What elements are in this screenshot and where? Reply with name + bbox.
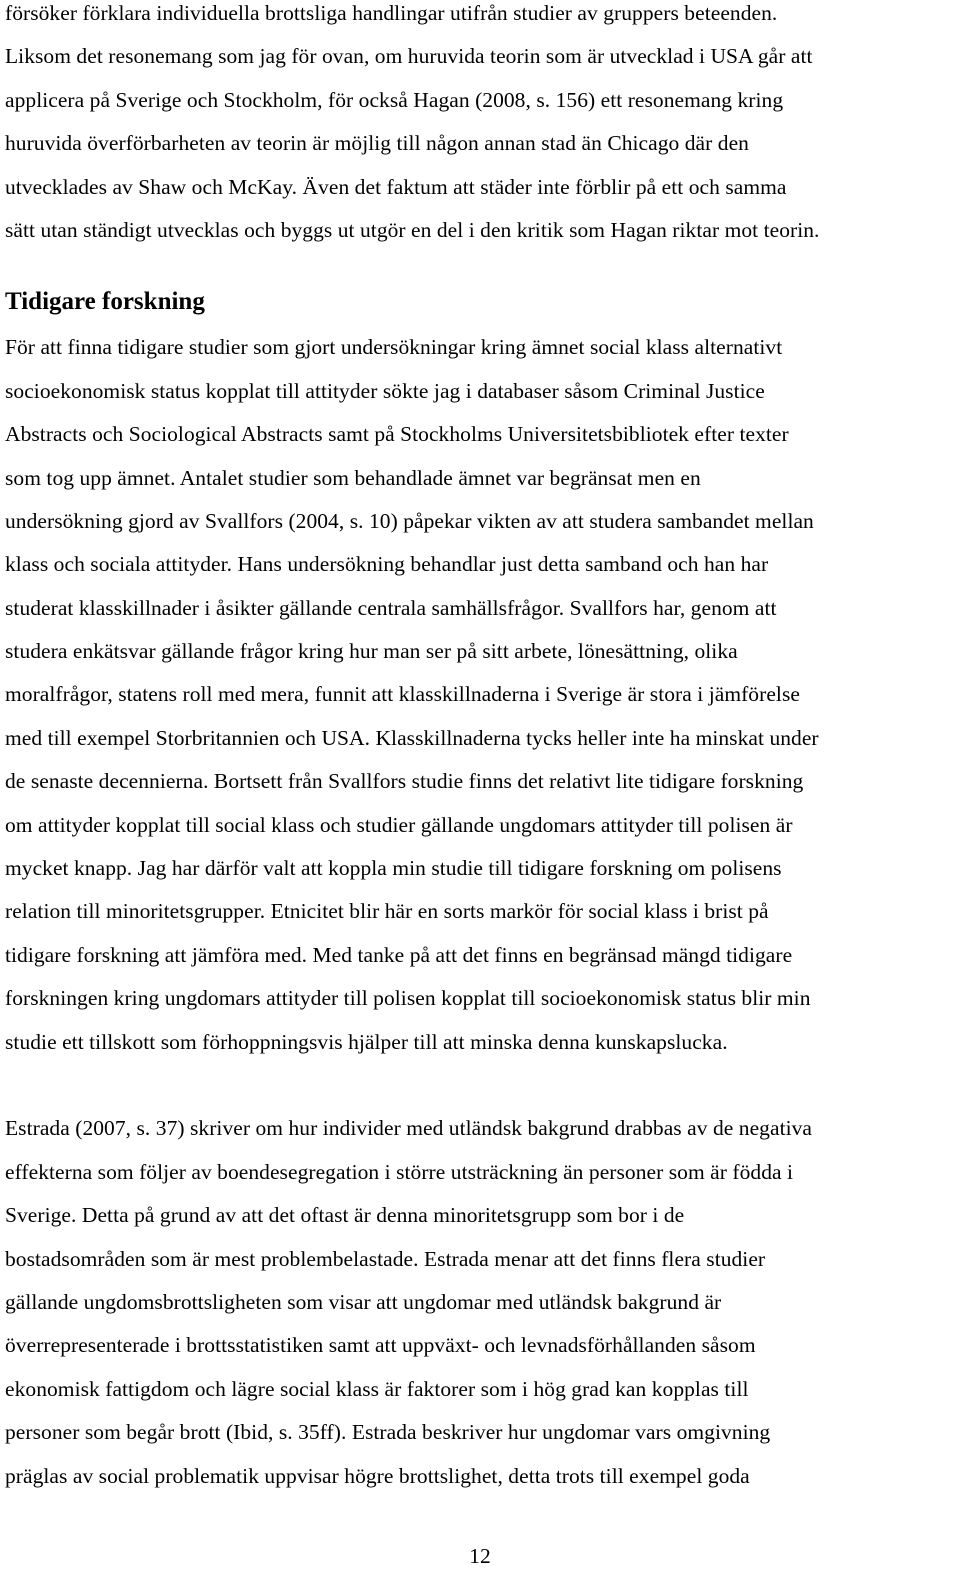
text-line: personer som begår brott (Ibid, s. 35ff). Estrada beskriver hur ungdomar vars omgivning bbox=[5, 1420, 771, 1445]
text-line: präglas av social problematik uppvisar högre brottslighet, detta trots till exempel goda bbox=[5, 1463, 750, 1488]
text-line: om attityder kopplat till social klass och studier gällande ungdomars attityder till polisen är bbox=[5, 812, 793, 837]
text-line: socioekonomisk status kopplat till attityder sökte jag i databaser såsom Criminal Justice bbox=[5, 378, 765, 403]
text-line: överrepresenterade i brottsstatistiken samt att uppväxt- och levnadsförhållanden såsom bbox=[5, 1333, 756, 1358]
text-line: För att finna tidigare studier som gjort undersökningar kring ämnet social klass alternativt bbox=[5, 335, 783, 360]
text-line: studie ett tillskott som förhoppningsvis hjälper till att minska denna kunskapslucka. bbox=[5, 1029, 728, 1054]
text-line: moralfrågor, statens roll med mera, funnit att klasskillnaderna i Sverige är stora i jämförelse bbox=[5, 682, 800, 707]
text-line: de senaste decennierna. Bortsett från Svallfors studie finns det relativt lite tidigare forskning bbox=[5, 769, 804, 794]
paragraph-spacer bbox=[5, 1064, 955, 1107]
text-line: bostadsområden som är mest problembelastade. Estrada menar att det finns flera studier bbox=[5, 1246, 766, 1271]
text-line: Estrada (2007, s. 37) skriver om hur individer med utländsk bakgrund drabbas av de negativa bbox=[5, 1116, 813, 1141]
paragraph-intro bbox=[5, 0, 955, 252]
text-line: Liksom det resonemang som jag för ovan, om huruvida teorin som är utvecklad i USA går att bbox=[5, 44, 813, 69]
text-line: försöker förklara individuella brottsliga handlingar utifrån studier av gruppers beteenden. bbox=[5, 1, 778, 25]
text-line: som tog upp ämnet. Antalet studier som behandlade ämnet var begränsat men en bbox=[5, 465, 701, 490]
text-line: undersökning gjord av Svallfors (2004, s. 10) påpekar vikten av att studera sambandet mellan bbox=[5, 508, 814, 533]
text-line: studerat klasskillnader i åsikter gällande centrala samhällsfrågor. Svallfors har, genom att bbox=[5, 595, 777, 620]
text-line: gällande ungdomsbrottsligheten som visar att ungdomar med utländsk bakgrund är bbox=[5, 1289, 722, 1314]
text-line: forskningen kring ungdomars attityder till polisen kopplat till socioekonomisk status blir min bbox=[5, 986, 811, 1011]
text-line: ekonomisk fattigdom och lägre social klass är faktorer som i hög grad kan kopplas till bbox=[5, 1376, 749, 1401]
paragraph-estrada bbox=[5, 1107, 955, 1498]
text-line: utvecklades av Shaw och McKay. Även det faktum att städer inte förblir på ett och samma bbox=[5, 174, 787, 199]
section-heading: Tidigare forskning bbox=[5, 288, 205, 316]
document-page bbox=[5, 0, 955, 1498]
text-line: klass och sociala attityder. Hans undersökning behandlar just detta samband och han har bbox=[5, 552, 769, 577]
text-line: sätt utan ständigt utvecklas och byggs ut utgör en del i den kritik som Hagan riktar mot teorin. bbox=[5, 217, 820, 242]
page-number: 12 bbox=[469, 1544, 491, 1568]
text-line: applicera på Sverige och Stockholm, för också Hagan (2008, s. 156) ett resonemang kring bbox=[5, 87, 784, 112]
text-line: Sverige. Detta på grund av att det oftast är denna minoritetsgrupp som bor i de bbox=[5, 1203, 685, 1228]
text-line: studera enkätsvar gällande frågor kring hur man ser på sitt arbete, lönesättning, olika bbox=[5, 639, 738, 664]
text-line: tidigare forskning att jämföra med. Med tanke på att det finns en begränsad mängd tidigare bbox=[5, 942, 793, 967]
text-line: med till exempel Storbritannien och USA. Klasskillnaderna tycks heller inte ha minskat under bbox=[5, 725, 819, 750]
text-line: huruvida överförbarheten av teorin är möjlig till någon annan stad än Chicago där den bbox=[5, 131, 749, 156]
text-line: mycket knapp. Jag har därför valt att koppla min studie till tidigare forskning om polisens bbox=[5, 856, 782, 881]
text-line: relation till minoritetsgrupper. Etnicitet blir här en sorts markör för social klass i brist på bbox=[5, 899, 769, 924]
paragraph-previous-research bbox=[5, 326, 955, 1064]
text-line: Abstracts och Sociological Abstracts samt på Stockholms Universitetsbibliotek efter texter bbox=[5, 422, 789, 447]
text-line: effekterna som följer av boendesegregation i större utsträckning än personer som är födda i bbox=[5, 1159, 794, 1184]
